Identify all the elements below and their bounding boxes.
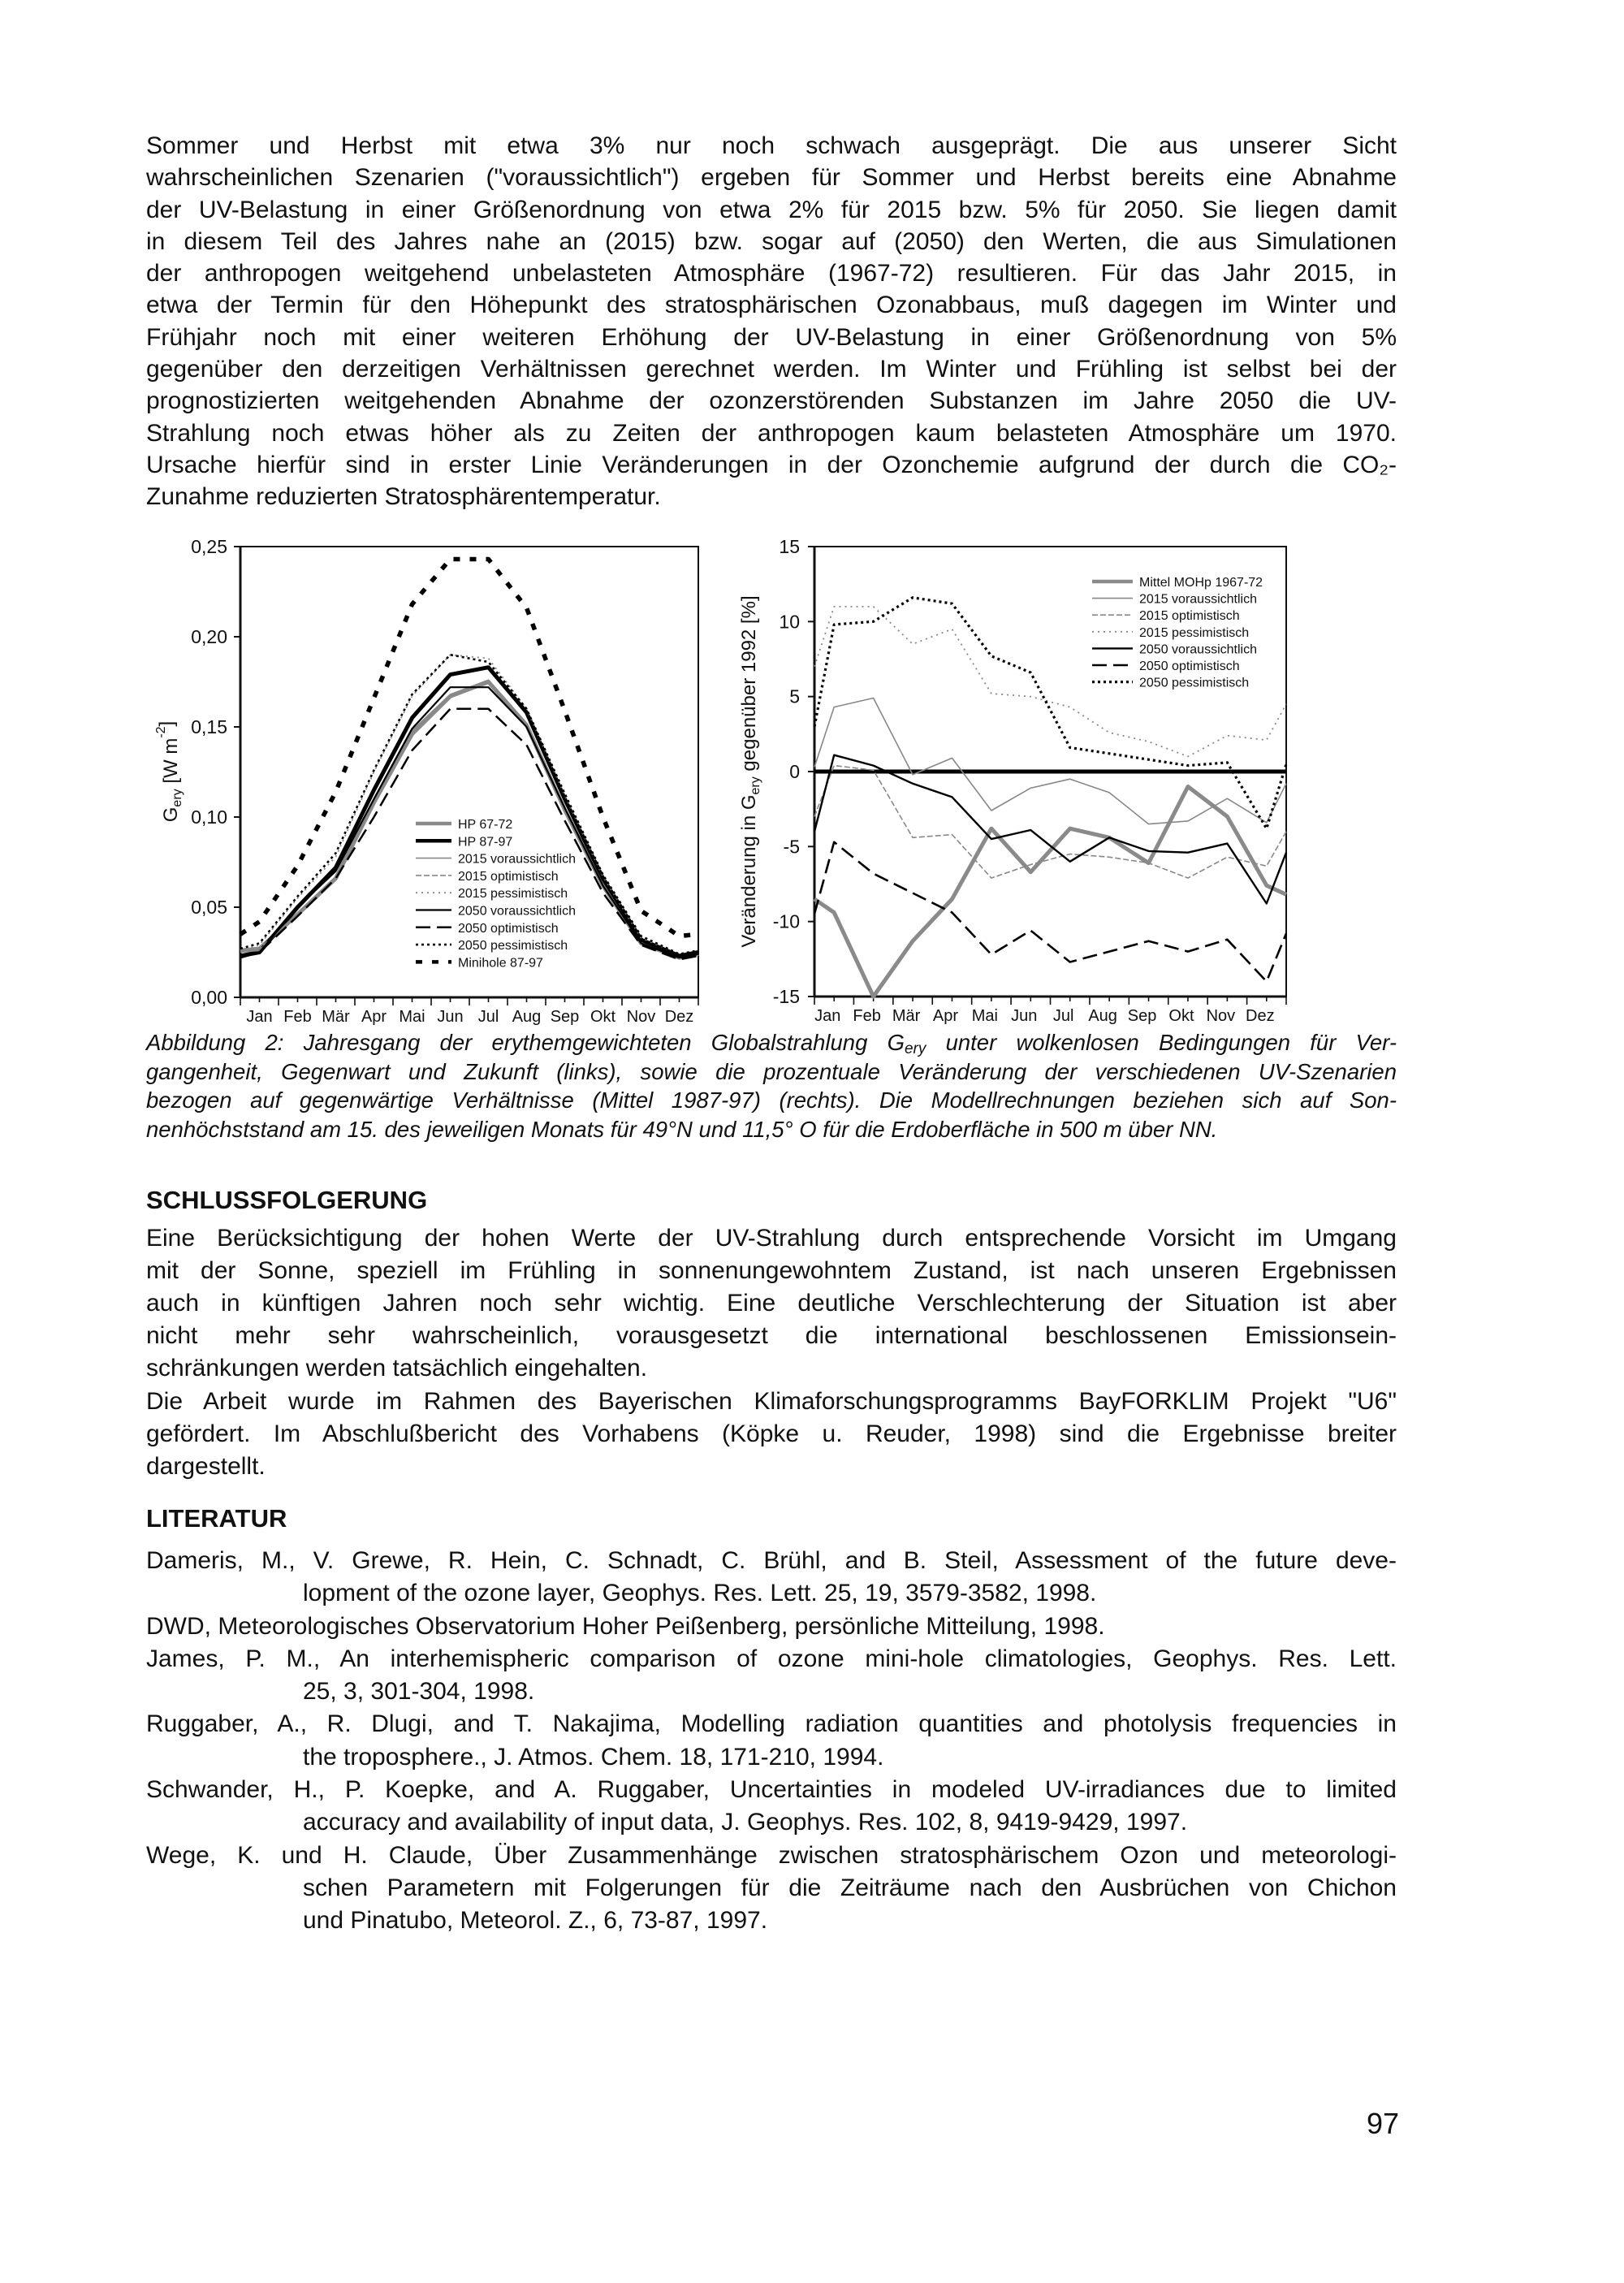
legend-label: HP 67-72: [458, 818, 513, 832]
legend-label: 2015 optimistisch: [1139, 609, 1240, 624]
legend-label: 2015 pessimistisch: [1139, 625, 1250, 640]
text-line: mit der Sonne, speziell im Frühling in sonnenungewohntem Zustand, ist nach unseren Ergebnissen: [146, 1257, 1397, 1284]
subscript: ery: [904, 1040, 926, 1057]
y-tick-label: 0,05: [191, 897, 227, 918]
x-tick-label: Apr: [932, 1007, 959, 1025]
x-tick-label: Dez: [664, 1008, 694, 1026]
legend-label: 2015 optimistisch: [458, 869, 559, 884]
x-tick-label: Dez: [1246, 1007, 1275, 1025]
y-tick-label: 0,00: [191, 987, 227, 1008]
series-line-2050-voraussichtlich: [814, 755, 1286, 904]
caption-line: [146, 1057, 1397, 1087]
y-tick-label: 0: [789, 761, 800, 782]
label-text: Veränderung in G: [738, 794, 760, 948]
reference-line: Ruggaber, A., R. Dlugi, and T. Nakajima, Modelling radiation quantities and photolysis frequencies in: [146, 1710, 1397, 1738]
section-heading-conclusion: SCHLUSSFOLGERUNG: [146, 1186, 428, 1214]
caption-line: [146, 1086, 1397, 1115]
reference-line: DWD, Meteorologisches Observatorium Hoher Peißenberg, persönliche Mitteilung, 1998.: [146, 1612, 1105, 1640]
label-text: G: [160, 806, 182, 823]
legend-label: 2050 voraussichtlich: [458, 904, 576, 919]
text-line: Frühjahr noch mit einer weiteren Erhöhung der UV-Belastung in einer Größenordnung von 5%: [146, 323, 1397, 351]
legend-label: 2050 optimistisch: [458, 921, 559, 936]
legend-label: Minihole 87-97: [458, 956, 543, 971]
text-line: Strahlung noch etwas höher als zu Zeiten der anthropogen kaum belasteten Atmosphäre um 1970.: [146, 419, 1397, 447]
reference-line: Dameris, M., V. Grewe, R. Hein, C. Schnadt, C. Brühl, and B. Steil, Assessment of the future deve-: [146, 1547, 1397, 1574]
label-text: [W m: [160, 737, 182, 789]
y-axis-label: [154, 721, 184, 822]
legend-label: 2015 voraussichtlich: [1139, 592, 1257, 607]
text-line: Eine Berücksichtigung der hohen Werte der UV-Strahlung durch entsprechende Vorsicht im Umgang: [146, 1225, 1397, 1252]
y-tick-label: -10: [772, 910, 800, 932]
series-line-2015-voraussichtlich: [814, 698, 1286, 824]
superscript: -2: [154, 726, 168, 738]
reference-item: [146, 1708, 1397, 1774]
reference-line: Schwander, H., P. Koepke, and A. Ruggaber, Uncertainties in modeled UV-irradiances due to limited: [146, 1776, 1397, 1804]
x-tick-label: Okt: [1168, 1007, 1194, 1025]
legend-label: 2015 pessimistisch: [458, 887, 568, 902]
x-tick-label: Okt: [590, 1008, 616, 1026]
x-tick-label: Mär: [892, 1007, 921, 1025]
x-tick-label: Jun: [437, 1008, 464, 1026]
x-tick-label: Sep: [550, 1008, 580, 1026]
x-tick-label: Mär: [322, 1008, 350, 1026]
text-line: nicht mehr sehr wahrscheinlich, vorausgesetzt die international beschlossenen Emissionsein-: [146, 1322, 1397, 1349]
y-tick-label: -15: [772, 986, 800, 1007]
text-line: gegenüber den derzeitigen Verhältnissen gerechnet werden. Im Winter und Frühling ist selbst bei der: [146, 356, 1397, 383]
caption-text: unter wolkenlosen Bedingungen für Ver-: [926, 1030, 1397, 1055]
x-tick-label: Apr: [361, 1008, 387, 1026]
text-line: gefördert. Im Abschlußbericht des Vorhabens (Köpke u. Reuder, 1998) sind die Ergebnisse breiter: [146, 1420, 1397, 1447]
text-line: wahrscheinlichen Szenarien ("voraussichtlich") ergeben für Sommer und Herbst bereits eine Abnahme: [146, 164, 1397, 192]
legend-label: 2050 optimistisch: [1139, 659, 1240, 673]
series-line-mittel-mohp-1967-72: [814, 787, 1286, 997]
figure-caption: [146, 1028, 1397, 1144]
reference-line: und Pinatubo, Meteorol. Z., 6, 73-87, 1997.: [303, 1907, 768, 1935]
reference-line: James, P. M., An interhemispheric comparison of ozone mini-hole climatologies, Geophys. Res. Lett.: [146, 1645, 1397, 1672]
x-tick-label: Jun: [1011, 1007, 1038, 1025]
legend-label: 2050 voraussichtlich: [1139, 642, 1257, 657]
text-line: der UV-Belastung in einer Größenordnung von etwa 2% für 2015 bzw. 5% für 2050. Sie liegen damit: [146, 196, 1397, 223]
text-line: auch in künftigen Jahren noch sehr wichtig. Eine deutliche Verschlechterung der Situation ist aber: [146, 1290, 1397, 1317]
reference-item: [146, 1840, 1397, 1938]
caption-text: gangenheit, Gegenwart und Zukunft (links), sowie die prozentuale Veränderung der verschiedenen UV-Szenarien: [146, 1058, 1397, 1084]
section-heading-literature: LITERATUR: [146, 1504, 287, 1533]
reference-list: [146, 1545, 1397, 1938]
caption-text: bezogen auf gegenwärtige Verhältnisse (Mittel 1987-97) (rechts). Die Modellrechnungen beziehen sich auf Son-: [146, 1087, 1397, 1113]
x-tick-label: Jan: [814, 1007, 841, 1025]
page-number: 97: [1367, 2107, 1400, 2140]
reference-item: [146, 1611, 1397, 1643]
text-line: Sommer und Herbst mit etwa 3% nur noch schwach ausgeprägt. Die aus unserer Sicht: [146, 132, 1397, 159]
reference-line: lopment of the ozone layer, Geophys. Res. Lett. 25, 19, 3579-3582, 1998.: [303, 1580, 1097, 1607]
reference-line: accuracy and availability of input data, J. Geophys. Res. 102, 8, 9419-9429, 1997.: [303, 1809, 1188, 1836]
series-line-2015-optimistisch: [814, 766, 1286, 879]
reference-item: [146, 1774, 1397, 1840]
legend-label: HP 87-97: [458, 835, 513, 850]
reference-line: Wege, K. und H. Claude, Über Zusammenhänge zwischen stratosphärischem Ozon und meteorologi-: [146, 1841, 1397, 1869]
x-tick-label: Jul: [1052, 1007, 1074, 1025]
y-tick-label: 0,15: [191, 716, 227, 737]
x-tick-label: Aug: [512, 1008, 542, 1026]
caption-text: nenhöchststand am 15. des jeweiligen Monats für 49°N und 11,5° O für die Erdoberfläche in 500 m über NN.: [146, 1116, 1218, 1142]
x-tick-label: Sep: [1127, 1007, 1157, 1025]
text-line: prognostizierten weitgehenden Abnahme der ozonzerstörenden Substanzen im Jahre 2050 die UV-: [146, 387, 1397, 415]
reference-line: the troposphere., J. Atmos. Chem. 18, 171-210, 1994.: [303, 1743, 884, 1771]
legend-label: 2015 voraussichtlich: [458, 852, 576, 867]
y-tick-label: 5: [789, 685, 800, 707]
x-tick-label: Feb: [283, 1008, 312, 1026]
text-line: etwa der Termin für den Höhepunkt des stratosphärischen Ozonabbaus, muß dagegen im Winter und: [146, 292, 1397, 319]
y-tick-label: 0,10: [191, 806, 227, 828]
conclusion-paragraph-2: [146, 1386, 1397, 1483]
x-tick-label: Mai: [399, 1008, 425, 1026]
chart-left: [154, 536, 698, 1026]
text-line: in diesem Teil des Jahres nahe an (2015) bzw. sogar auf (2050) den Werten, die aus Simulationen: [146, 227, 1397, 255]
chart-right: [738, 536, 1286, 1025]
caption-line: [146, 1028, 1397, 1057]
text-line: dargestellt.: [146, 1453, 266, 1480]
x-tick-label: Nov: [1206, 1007, 1236, 1025]
x-tick-label: Jan: [246, 1008, 273, 1026]
text-line: Zunahme reduzierten Stratosphärentemperatur.: [146, 483, 661, 511]
conclusion-paragraph-1: [146, 1222, 1397, 1385]
legend-label: 2050 pessimistisch: [458, 939, 568, 953]
legend-label: Mittel MOHp 1967-72: [1139, 576, 1263, 590]
legend-label: 2050 pessimistisch: [1139, 676, 1250, 690]
y-tick-label: -5: [783, 836, 800, 858]
text-line: Die Arbeit wurde im Rahmen des Bayerischen Klimaforschungsprogramms BayFORKLIM Projekt "U6": [146, 1388, 1397, 1415]
y-tick-label: 0,25: [191, 536, 227, 557]
label-text: ]: [156, 720, 178, 727]
x-tick-label: Feb: [853, 1007, 881, 1025]
label-text: gegenüber 1992 [%]: [738, 595, 760, 777]
y-tick-label: 15: [779, 536, 800, 557]
subscript: ery: [171, 789, 184, 807]
x-tick-label: Mai: [971, 1007, 998, 1025]
x-tick-label: Nov: [626, 1008, 656, 1026]
reference-line: 25, 3, 301-304, 1998.: [303, 1678, 535, 1706]
figure-2-charts: [0, 0, 1624, 1056]
y-axis-label: [738, 595, 762, 947]
text-line: schränkungen werden tatsächlich eingehalten.: [146, 1355, 648, 1381]
text-line: der anthropogen weitgehend unbelasteten Atmosphäre (1967-72) resultieren. Für das Jahr 2015, in: [146, 260, 1397, 288]
reference-item: [146, 1643, 1397, 1709]
x-tick-label: Aug: [1088, 1007, 1117, 1025]
caption-text: Abbildung 2: Jahresgang der erythemgewichteten Globalstrahlung G: [146, 1030, 905, 1055]
reference-line: schen Parametern mit Folgerungen für die Zeiträume nach den Ausbrüchen von Chichon: [303, 1874, 1397, 1901]
y-tick-label: 10: [779, 611, 800, 633]
text-line: Ursache hierfür sind in erster Linie Veränderungen in der Ozonchemie aufgrund der durch die CO₂-: [146, 451, 1397, 478]
y-tick-label: 0,20: [191, 626, 227, 647]
caption-line: [146, 1115, 1397, 1144]
x-tick-label: Jul: [477, 1008, 499, 1026]
reference-item: [146, 1545, 1397, 1611]
subscript: ery: [749, 776, 762, 795]
